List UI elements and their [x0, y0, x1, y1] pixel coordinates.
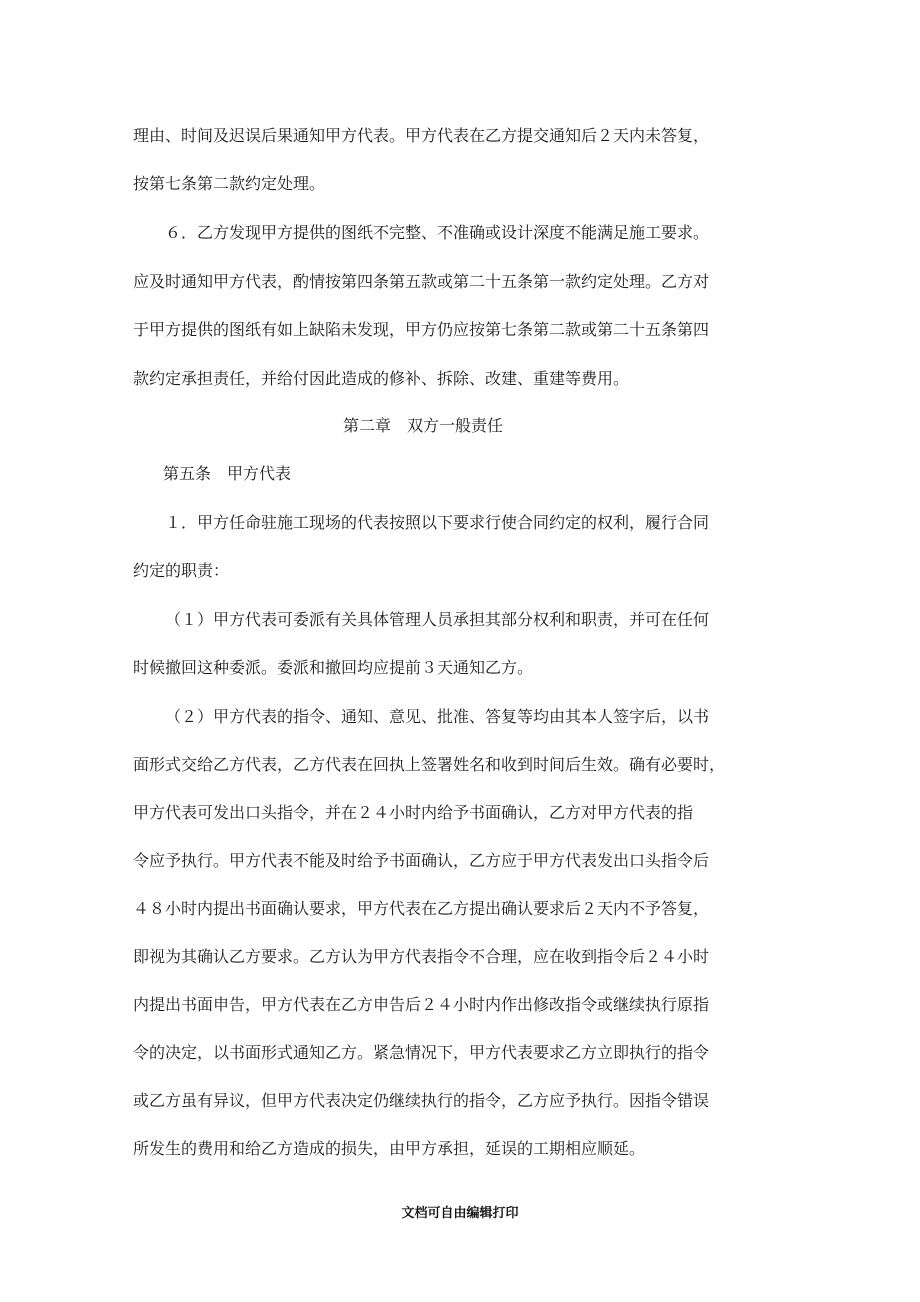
text-line: 甲方代表可发出口头指令，并在２４小时内给予书面确认，乙方对甲方代表的指 [133, 803, 694, 822]
text-line: ４８小时内提出书面确认要求，甲方代表在乙方提出确认要求后２天内不予答复， [133, 899, 710, 918]
page-footer: 文档可自由编辑打印 [401, 1206, 519, 1221]
text-line: 按第七条第二款约定处理。 [133, 174, 326, 193]
text-line: （２）甲方代表的指令、通知、意见、批准、答复等均由其本人签字后，以书 [165, 707, 710, 726]
text-line: 面形式交给乙方代表，乙方代表在回执上签署姓名和收到时间后生效。确有必要时， [133, 755, 726, 774]
text-line: （１）甲方代表可委派有关具体管理人员承担其部分权利和职责，并可在任何 [165, 610, 710, 629]
text-line: １．甲方任命驻施工现场的代表按照以下要求行使合同约定的权利，履行合同 [165, 513, 710, 532]
text-line: 理由、时间及迟误后果通知甲方代表。甲方代表在乙方提交通知后２天内未答复， [133, 126, 710, 145]
text-line: 应及时通知甲方代表，酌情按第四条第五款或第二十五条第一款约定处理。乙方对 [133, 272, 710, 291]
text-line: 所发生的费用和给乙方造成的损失，由甲方承担，延误的工期相应顺延。 [133, 1139, 646, 1158]
text-line: 时候撤回这种委派。委派和撤回均应提前３天通知乙方。 [133, 658, 534, 677]
text-line: 约定的职责： [133, 561, 230, 580]
text-line: 令的决定，以书面形式通知乙方。紧急情况下，甲方代表要求乙方立即执行的指令 [133, 1043, 710, 1062]
text-line: 令应予执行。甲方代表不能及时给予书面确认，乙方应于甲方代表发出口头指令后 [133, 851, 710, 870]
text-line: 内提出书面申告，甲方代表在乙方申告后２４小时内作出修改指令或继续执行原指 [133, 995, 710, 1014]
chapter-heading: 第二章 双方一般责任 [343, 416, 504, 435]
text-line: 或乙方虽有异议，但甲方代表决定仍继续执行的指令，乙方应予执行。因指令错误 [133, 1091, 710, 1110]
article-heading: 第五条 甲方代表 [163, 464, 292, 483]
text-line: 即视为其确认乙方要求。乙方认为甲方代表指令不合理，应在收到指令后２４小时 [133, 947, 710, 966]
text-line: 款约定承担责任，并给付因此造成的修补、拆除、改建、重建等费用。 [133, 369, 630, 388]
text-line: ６．乙方发现甲方提供的图纸不完整、不准确或设计深度不能满足施工要求。 [165, 223, 710, 242]
text-line: 于甲方提供的图纸有如上缺陷未发现，甲方仍应按第七条第二款或第二十五条第四 [133, 320, 710, 339]
